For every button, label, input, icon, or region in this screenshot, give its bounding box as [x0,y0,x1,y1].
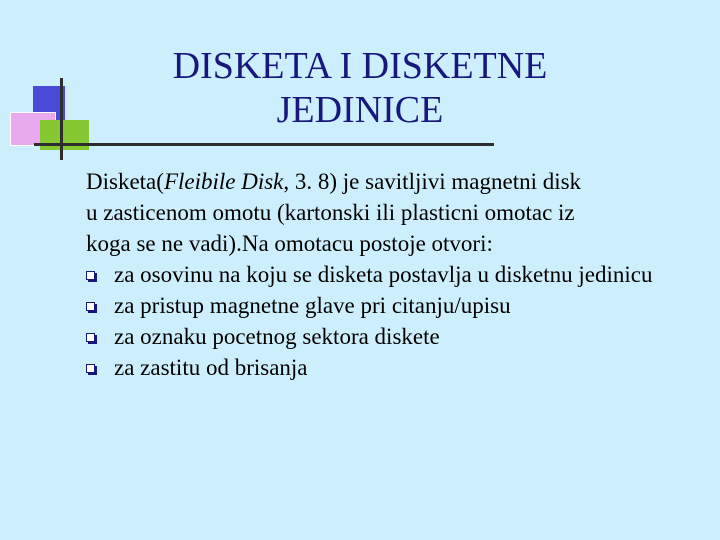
hollow-square-bullet-icon [86,271,95,280]
bullet-list [86,259,706,383]
list-item [86,259,706,290]
slide-title [130,44,590,132]
list-item [86,321,706,352]
intro-paragraph [86,166,586,259]
intro-description: , 3. 8) je savitljivi magnetni disk u zasticenom omotu (kartonski ili plasticni omotac iz koga se ne vadi).Na omotacu postoje otvori: [86,169,582,256]
list-item [86,290,706,321]
bullet-text: za oznaku pocetnog sektora diskete [114,324,440,349]
slide-body [86,166,706,383]
list-item [86,352,706,383]
hollow-square-bullet-icon [86,364,95,373]
hollow-square-bullet-icon [86,333,95,342]
intro-italic-term: Fleibile Disk [163,169,284,194]
hollow-square-bullet-icon [86,302,95,311]
intro-paren-open: ( [156,169,164,194]
slide-title-line-1: DISKETA I DISKETNE [172,45,548,87]
bullet-text: za pristup magnetne glave pri citanju/upisu [114,293,511,318]
horizontal-rule-line [34,143,494,146]
bullet-text: za osovinu na koju se disketa postavlja u disketnu jedinicu [114,262,653,287]
intro-term: Disketa [86,169,157,194]
vertical-rule-line [60,78,63,160]
slide-title-line-2: JEDINICE [276,89,444,131]
bullet-text: za zastitu od brisanja [114,355,308,380]
